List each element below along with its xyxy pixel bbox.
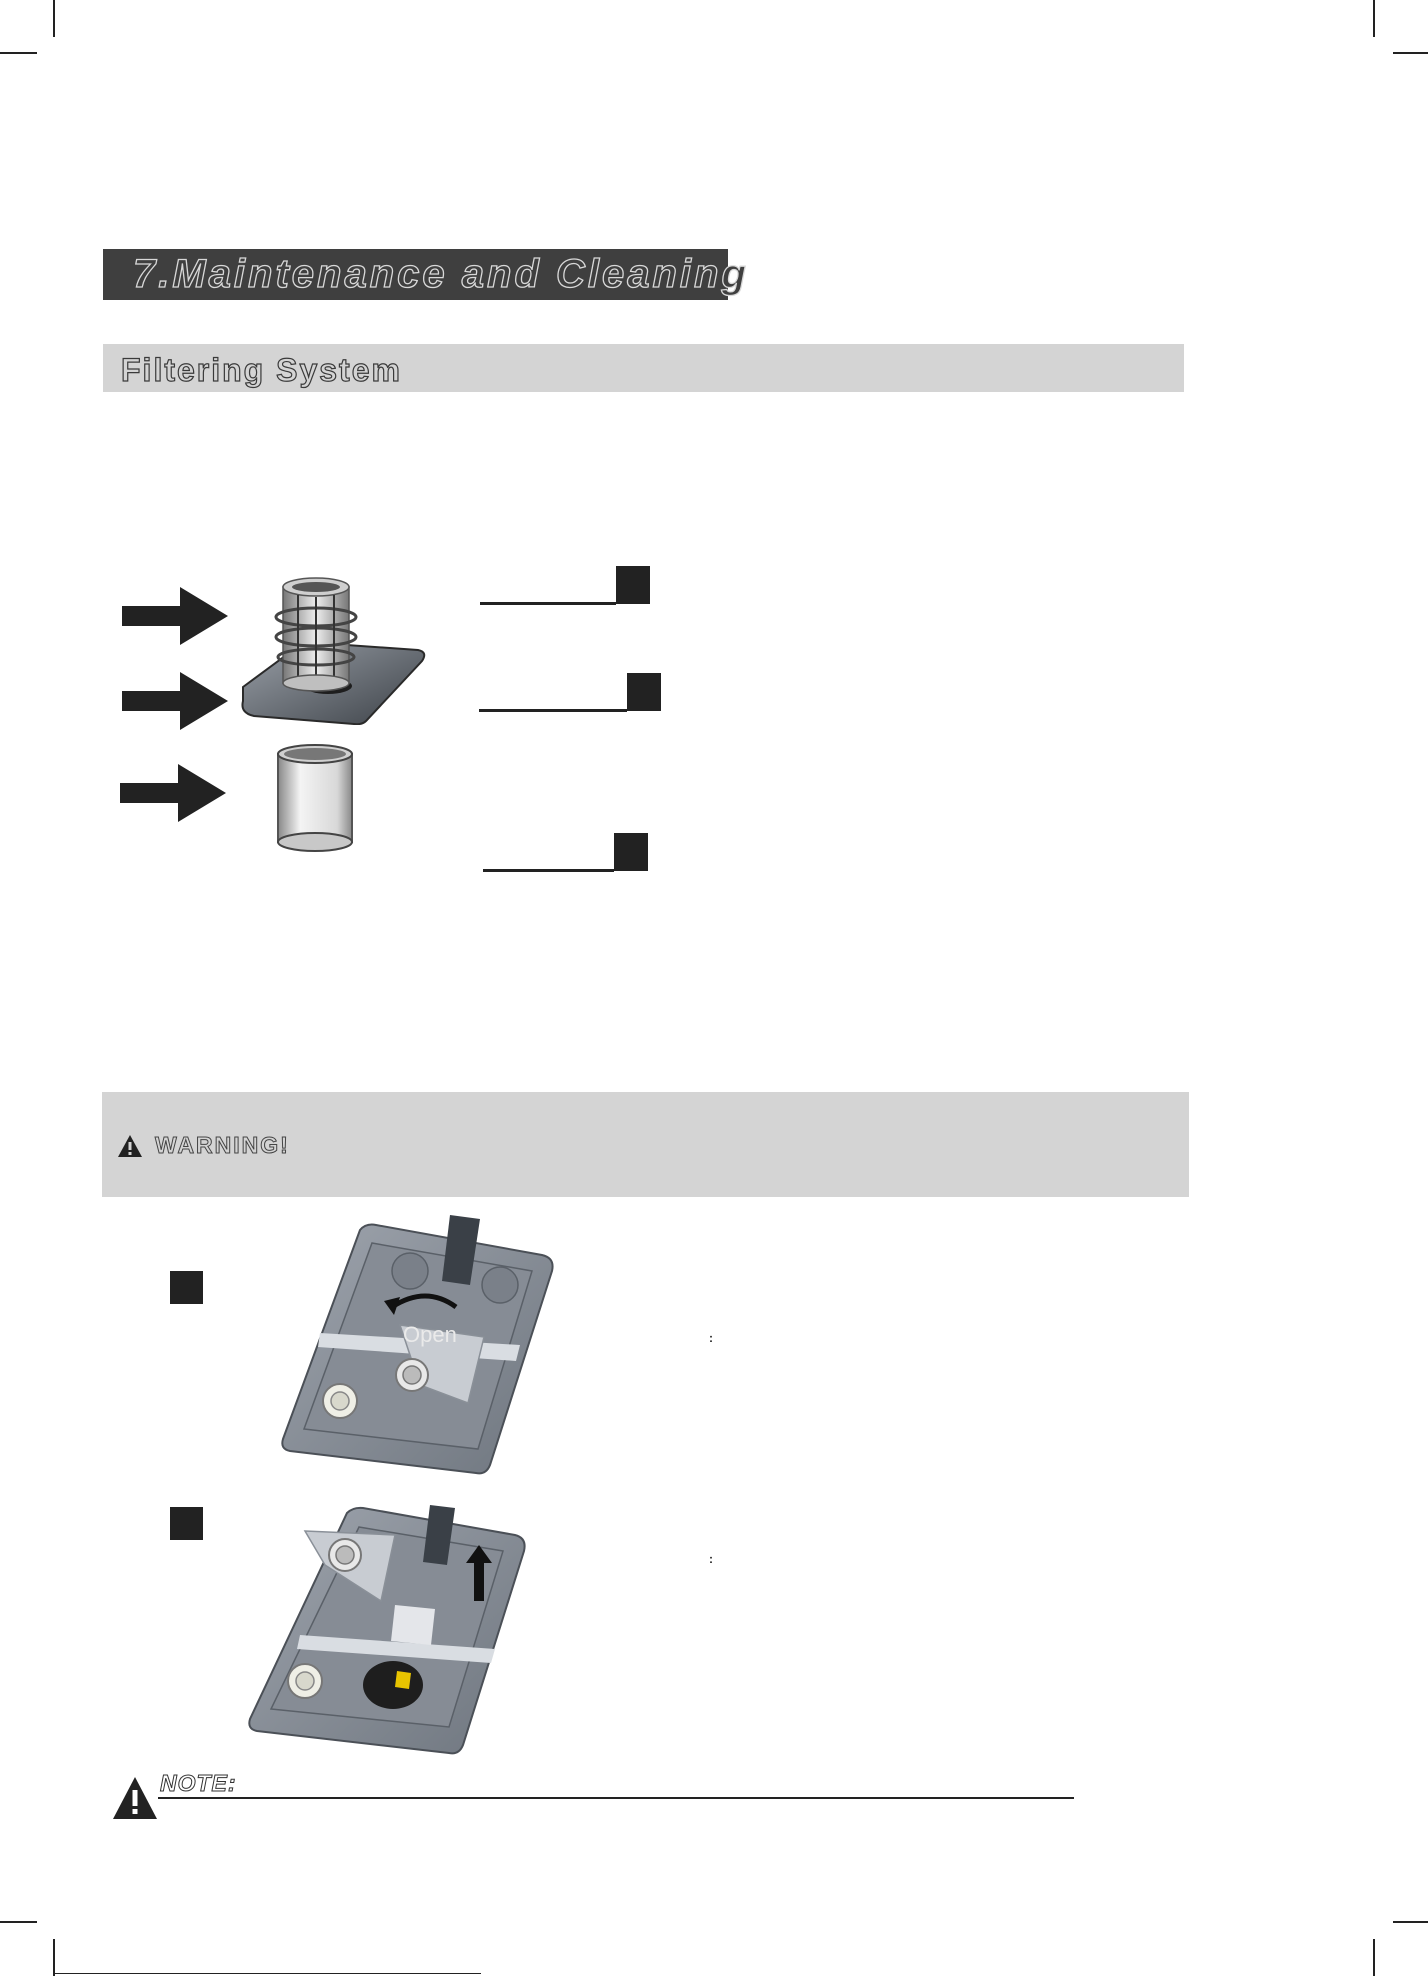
crop-mark: [1393, 1921, 1428, 1923]
arrow-up-icon: [465, 1545, 493, 1601]
callout-marker-1: [616, 566, 650, 604]
section-title: Filtering System: [121, 352, 402, 388]
crop-mark: [1373, 1939, 1375, 1976]
callout-line-1: [480, 602, 616, 605]
callout-marker-2: [627, 673, 661, 711]
callout-line-2: [479, 709, 627, 712]
open-label: Open: [403, 1322, 457, 1347]
arrow-right-icon: [120, 764, 228, 822]
step-2-separator: :: [709, 1552, 713, 1566]
note-rule: [158, 1797, 1074, 1799]
section-header: [103, 344, 1184, 392]
main-filter-illustration: [238, 575, 430, 725]
chapter-title: 7.Maintenance and Cleaning: [133, 252, 749, 296]
step-marker-2: [170, 1507, 203, 1540]
crop-mark: [53, 1939, 55, 1976]
warning-label: WARNING!: [155, 1132, 290, 1158]
bottom-rule: [54, 1973, 481, 1974]
warning-triangle-icon: [117, 1134, 143, 1158]
fine-filter-illustration: [270, 742, 360, 856]
warning-bar: [102, 1092, 1189, 1197]
arrow-right-icon: [122, 587, 230, 645]
filter-assembly-removed-illustration: [245, 1505, 555, 1760]
callout-marker-3: [614, 833, 648, 871]
step-1-separator: :: [709, 1331, 713, 1345]
callout-line-3: [483, 869, 614, 872]
chapter-banner: [103, 249, 749, 300]
crop-mark: [1373, 0, 1375, 37]
arrow-right-icon: [122, 672, 230, 730]
crop-mark: [53, 0, 55, 37]
warning-triangle-icon: [112, 1776, 158, 1820]
crop-mark: [0, 52, 37, 54]
note-label: NOTE:: [160, 1770, 237, 1796]
crop-mark: [1393, 52, 1428, 54]
step-marker-1: [170, 1271, 203, 1304]
crop-mark: [0, 1921, 37, 1923]
